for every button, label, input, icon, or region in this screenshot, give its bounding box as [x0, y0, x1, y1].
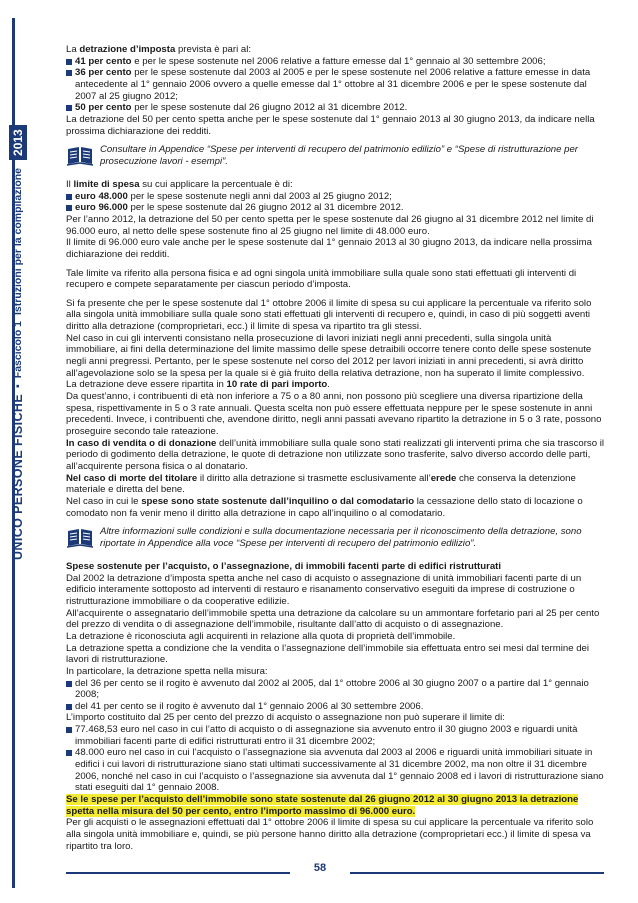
note-text: Altre informazioni sulle condizioni e sulla documentazione necessaria per il riconoscimento della detrazione, sono riportate in Appendice alla voce “Spese per interventi di recupero del patrimonio edilizio”.: [100, 526, 582, 549]
list-item: del 36 per cento se il rogito è avvenuto dal 2002 al 2005, dal 1° ottobre 2006 al 30 giugno 2007 o a partire dal 1° gennaio 2008;: [66, 678, 604, 701]
paragraph: Nel caso in cui le spese sono state sostenute dall’inquilino o dal comodatario la cessazione dello stato di locazione o comodato non fa venir meno il diritto alla detrazione in capo all’inquilino o al comodatario.: [66, 495, 583, 519]
page-content: [66, 44, 604, 852]
list-item: 77.468,53 euro nel caso in cui l’atto di acquisto o di assegnazione sia avvenuto entro il 30 giugno 2003 e riguardi unità immobiliari facenti parte di edifici ristrutturati entro il 31 dicembre 2002;: [66, 724, 604, 747]
detrazione-intro: La detrazione d’imposta prevista è pari al:: [66, 44, 252, 55]
page-number: 58: [290, 862, 350, 874]
sidebar-title: UNICO PERSONE FISICHE: [11, 393, 25, 560]
list-item: del 41 per cento se il rogito è avvenuto dal 1° gennaio 2006 al 30 settembre 2006.: [66, 701, 604, 713]
paragraph: La detrazione deve essere ripartita in 10 rate di pari importo.: [66, 379, 330, 391]
list-item: 36 per cento per le spese sostenute dal 2003 al 2005 e per le spese sostenute nel 2006 relative a fatture emesse in data antecedente al 1° gennaio 2006 ovvero a quelle emesse dal 1° ottobre al 31 dicembre 2006 e per le spese sostenute dal 2007 al 25 giugno 2012;: [66, 67, 604, 102]
paragraph: Nel caso di morte del titolare il diritto alla detrazione si trasmette esclusivamente all’erede che conserva la detenzione materiale e diretta del bene.: [66, 472, 576, 496]
paragraph: L’importo costituito dal 25 per cento del prezzo di acquisto o assegnazione non può superare il limite di:: [66, 712, 505, 724]
book-icon: [66, 144, 96, 172]
paragraph: In particolare, la detrazione spetta nella misura:: [66, 665, 268, 677]
sidebar-year: 2013: [9, 125, 27, 160]
highlighted-paragraph: Se le spese per l’acquisto dell’immobile sono state sostenute dal 26 giugno 2012 al 30 giugno 2013 la detrazione spetta nella misura del 50 per cento, entro l’importo massimo di 96.000 euro.: [66, 794, 579, 817]
list-item: euro 96.000 per le spese sostenute dal 26 giugno 2012 al 31 dicembre 2012.: [66, 202, 604, 214]
sidebar-label: [1, 0, 35, 560]
paragraph: La detrazione del 50 per cento spetta anche per le spese sostenute dal 1° gennaio 2013 al 30 giugno 2013, da indicare nella prossima dichiarazione dei redditi.: [66, 113, 595, 137]
paragraph: La detrazione spetta a condizione che la vendita o l’assegnazione dell’immobile sia effettuata entro sei mesi dal termine dei lavori di ristrutturazione.: [66, 642, 589, 666]
sidebar-fascicolo: Fascicolo 1: [12, 321, 24, 379]
book-icon: [66, 526, 96, 554]
sidebar-istruzioni: Istruzioni per la compilazione: [12, 167, 24, 315]
section-heading: Spese sostenute per l’acquisto, o l’assegnazione, di immobili facenti parte di edifici ristrutturati: [66, 560, 502, 572]
sidebar-separator: ▪: [12, 384, 24, 388]
list-item: euro 48.000 per le spese sostenute negli anni dal 2003 al 25 giugno 2012;: [66, 191, 604, 203]
paragraph: Il limite di 96.000 euro vale anche per le spese sostenute dal 1° gennaio 2013 al 30 giugno 2013, da indicare nella prossima dichiarazione dei redditi.: [66, 237, 592, 260]
list-item: 41 per cento e per le spese sostenute nel 2006 relative a fatture emesse dal 1° gennaio al 30 settembre 2006;: [66, 56, 604, 68]
paragraph: Per gli acquisti o le assegnazioni effettuati dal 1° ottobre 2006 il limite di spesa su cui applicare la percentuale va riferito solo alla singola unità immobiliare e, quindi, se più persone hanno diritto alla detrazione (comproprietari ecc.) il limite di spesa va ripartito tra loro.: [66, 817, 594, 852]
paragraph: In caso di vendita o di donazione dell’unità immobiliare sulla quale sono stati realizzati gli interventi prima che sia trascorso il periodo di godimento della detrazione, le quote di detrazione non utilizzate sono trasferite, salvo diverso accordo delle parti, all’acquirente persona fisica o al donatario.: [66, 437, 604, 472]
appendix-note: [66, 144, 604, 172]
paragraph: Nel caso in cui gli interventi consistano nella prosecuzione di lavori iniziati negli anni precedenti, sulla singola unità immobiliare, ai fini della determinazione del limite massimo delle spese detraibili occorre tenere conto delle spese sostenute negli anni pregressi. Pertanto, per le spese sostenute nel corso del 2012 per lavori iniziati in anni precedenti, si avrà diritto all’agevolazione solo se la spesa per la quale si è già fruito della relativa detrazione, non ha superato il limite complessivo.: [66, 332, 592, 379]
paragraph: Dal 2002 la detrazione d’imposta spetta anche nel caso di acquisto o assegnazione di unità immobiliari facenti parte di un edificio interamente sottoposto ad interventi di restauro e risanamento conservativo eseguiti da imprese di costruzione o ristrutturazione immobiliare o da cooperative edilizie.: [66, 572, 582, 607]
list-item: 50 per cento per le spese sostenute dal 26 giugno 2012 al 31 dicembre 2012.: [66, 102, 604, 114]
paragraph: Per l’anno 2012, la detrazione del 50 per cento spetta per le spese sostenute dal 26 giugno al 31 dicembre 2012 nel limite di 96.000 euro, al netto delle spese sostenute fino al 25 giugno nel limite di 48.000 euro.: [66, 213, 594, 237]
limite-intro: Il limite di spesa su cui applicare la percentuale è di:: [66, 178, 293, 190]
paragraph: La detrazione è riconosciuta agli acquirenti in relazione alla quota di proprietà dell’immobile.: [66, 630, 456, 642]
paragraph: Tale limite va riferito alla persona fisica e ad ogni singola unità immobiliare sulla quale sono stati effettuati gli interventi di recupero e compete separatamente per ciascun periodo d’imposta.: [66, 267, 577, 291]
appendix-note: [66, 526, 604, 554]
paragraph: Si fa presente che per le spese sostenute dal 1° ottobre 2006 il limite di spesa su cui applicare la percentuale va riferito solo alla singola unità immobiliare sulla quale sono stati effettuati gli interventi di recupero e, quindi, in caso di più soggetti aventi diritto alla detrazione (comproprietari, ecc.) il limite di spesa va ripartito tra gli stessi.: [66, 297, 592, 333]
paragraph: Da quest’anno, i contribuenti di età non inferiore a 75 o a 80 anni, non possono più scegliere una diversa ripartizione della spesa, rispettivamente in 5 o 3 rate annuali. Questa scelta non può essere effettuata neppure per le spese sostenute in anni precedenti. Invece, i contribuenti che, avendone diritto, negli anni passati avevano ripartito la detrazione in 5 o 3 rate, possono proseguire secondo tale rateazione.: [66, 391, 602, 438]
list-item: 48.000 euro nel caso in cui l’acquisto o l’assegnazione sia avvenuta dal 2003 al 2006 e riguardi unità immobiliari situate in edifici i cui lavori di ristrutturazione siano stati ultimati successivamente al 31 dicembre 2002, ma non oltre il 31 dicembre 2006, nonché nel caso in cui l’acquisto o l’assegnazione sia avvenuta dal 1° gennaio 2008 ed i lavori di ristrutturazione siano stati eseguiti dal 1° gennaio 2008.: [66, 747, 604, 794]
sidebar: [0, 0, 36, 903]
paragraph: All’acquirente o assegnatario dell’immobile spetta una detrazione da calcolare su un ammontare forfetario pari al 25 per cento del prezzo di vendita o di assegnazione dell’immobile, risultante dall’atto di acquisto o di assegnazione.: [66, 607, 600, 631]
note-text: Consultare in Appendice “Spese per interventi di recupero del patrimonio edilizio” e “Spese di ristrutturazione per prosecuzione lavori - esempi”.: [100, 144, 578, 167]
